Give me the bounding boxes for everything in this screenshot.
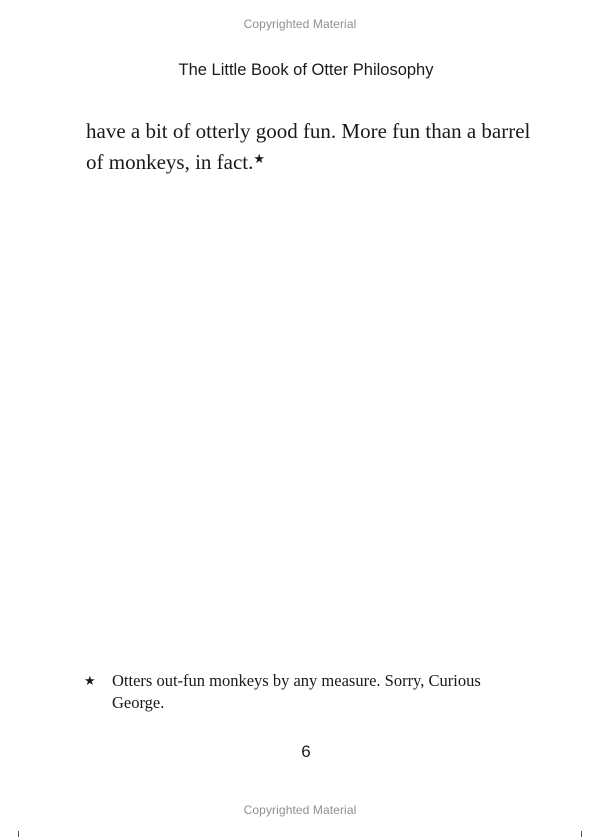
footnote-reference-star-icon[interactable]: ★ <box>253 151 266 166</box>
body-line-text: of monkeys, in fact. <box>86 150 254 174</box>
body-line <box>86 145 546 176</box>
footnote <box>84 670 524 714</box>
footnote-text <box>112 670 524 714</box>
copyright-watermark-bottom: Copyrighted Material <box>243 803 357 817</box>
crop-mark-right <box>581 831 582 837</box>
page-number: 6 <box>301 742 311 761</box>
footnote-star-icon: ★ <box>84 673 96 688</box>
body-paragraph <box>86 118 546 176</box>
footnote-line: George. <box>112 693 165 712</box>
running-head-title: The Little Book of Otter Philosophy <box>178 61 434 79</box>
body-line: have a bit of otterly good fun. More fun than a barrel <box>86 119 531 143</box>
copyright-watermark-top: Copyrighted Material <box>243 17 357 31</box>
crop-mark-left <box>18 831 19 837</box>
footnote-line: Otters out-fun monkeys by any measure. Sorry, Curious <box>112 671 481 690</box>
